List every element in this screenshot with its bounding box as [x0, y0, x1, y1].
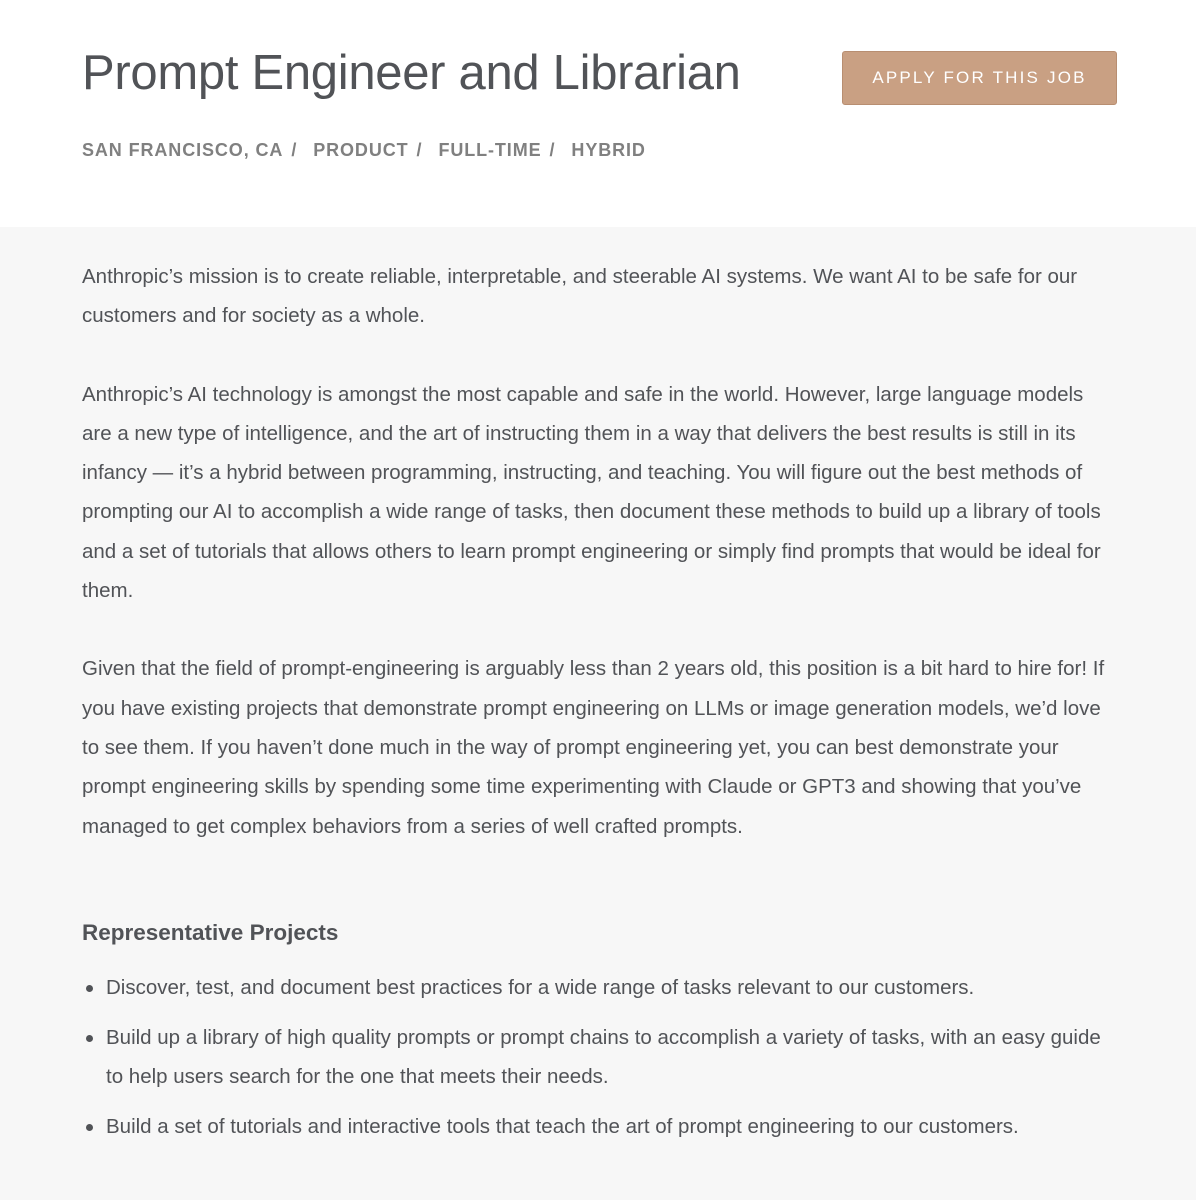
apply-for-job-button[interactable]: APPLY FOR THIS JOB: [842, 51, 1117, 105]
section-heading-representative-projects: Representative Projects: [82, 919, 339, 945]
list-item: [82, 1018, 1118, 1097]
category-separator: /: [549, 140, 556, 160]
list-item-text: Discover, test, and document best practices for a wide range of tasks relevant to our customers.: [106, 975, 975, 999]
bullet-icon: [86, 1035, 93, 1042]
category-separator: /: [416, 140, 423, 160]
category-location: SAN FRANCISCO, CA: [82, 140, 284, 160]
list-item-text: Build a set of tutorials and interactive tools that teach the art of prompt engineering to our customers.: [106, 1115, 1019, 1139]
job-title: Prompt Engineer and Librarian: [82, 46, 741, 100]
bullet-icon: [86, 1124, 93, 1131]
category-team: PRODUCT: [313, 140, 409, 160]
list-item-text: Build up a library of high quality prompts or prompt chains to accomplish a variety of tasks, with an easy guide to help users search for the one that meets their needs.: [106, 1025, 1101, 1089]
category-workplace-type: HYBRID: [571, 140, 646, 160]
description-paragraph-mission: Anthropic’s mission is to create reliable, interpretable, and steerable AI systems. We want AI to be safe for our customers and for society as a whole.: [82, 265, 1078, 328]
description-paragraph-hiring: Given that the field of prompt-engineering is arguably less than 2 years old, this position is a bit hard to hire for! If you have existing projects that demonstrate prompt engineering on LLMs or image generation models, we’d love to see them. If you haven’t done much in the way of prompt engineering yet, you can best demonstrate your prompt engineering skills by spending some time experimenting with Claude or GPT3 and showing that you’ve managed to get complex behaviors from a series of well crafted prompts.: [82, 657, 1105, 838]
description-paragraph-role: Anthropic’s AI technology is amongst the most capable and safe in the world. However, large language models are a new type of intelligence, and the art of instructing them in a way that delivers the best results is still in its infancy — it’s a hybrid between programming, instructing, and teaching. You will figure out the best methods of prompting our AI to accomplish a wide range of tasks, then document these methods to build up a library of tools and a set of tutorials that allows others to learn prompt engineering or simply find prompts that would be ideal for them.: [82, 382, 1101, 603]
job-header: [0, 0, 1196, 227]
category-commitment: FULL-TIME: [438, 140, 542, 160]
bullet-icon: [86, 985, 93, 992]
list-item: [82, 1107, 1118, 1146]
projects-list: [82, 968, 1118, 1147]
job-categories: [82, 140, 646, 161]
list-item: [82, 968, 1118, 1007]
job-description: [0, 227, 1196, 1146]
category-separator: /: [291, 140, 298, 160]
